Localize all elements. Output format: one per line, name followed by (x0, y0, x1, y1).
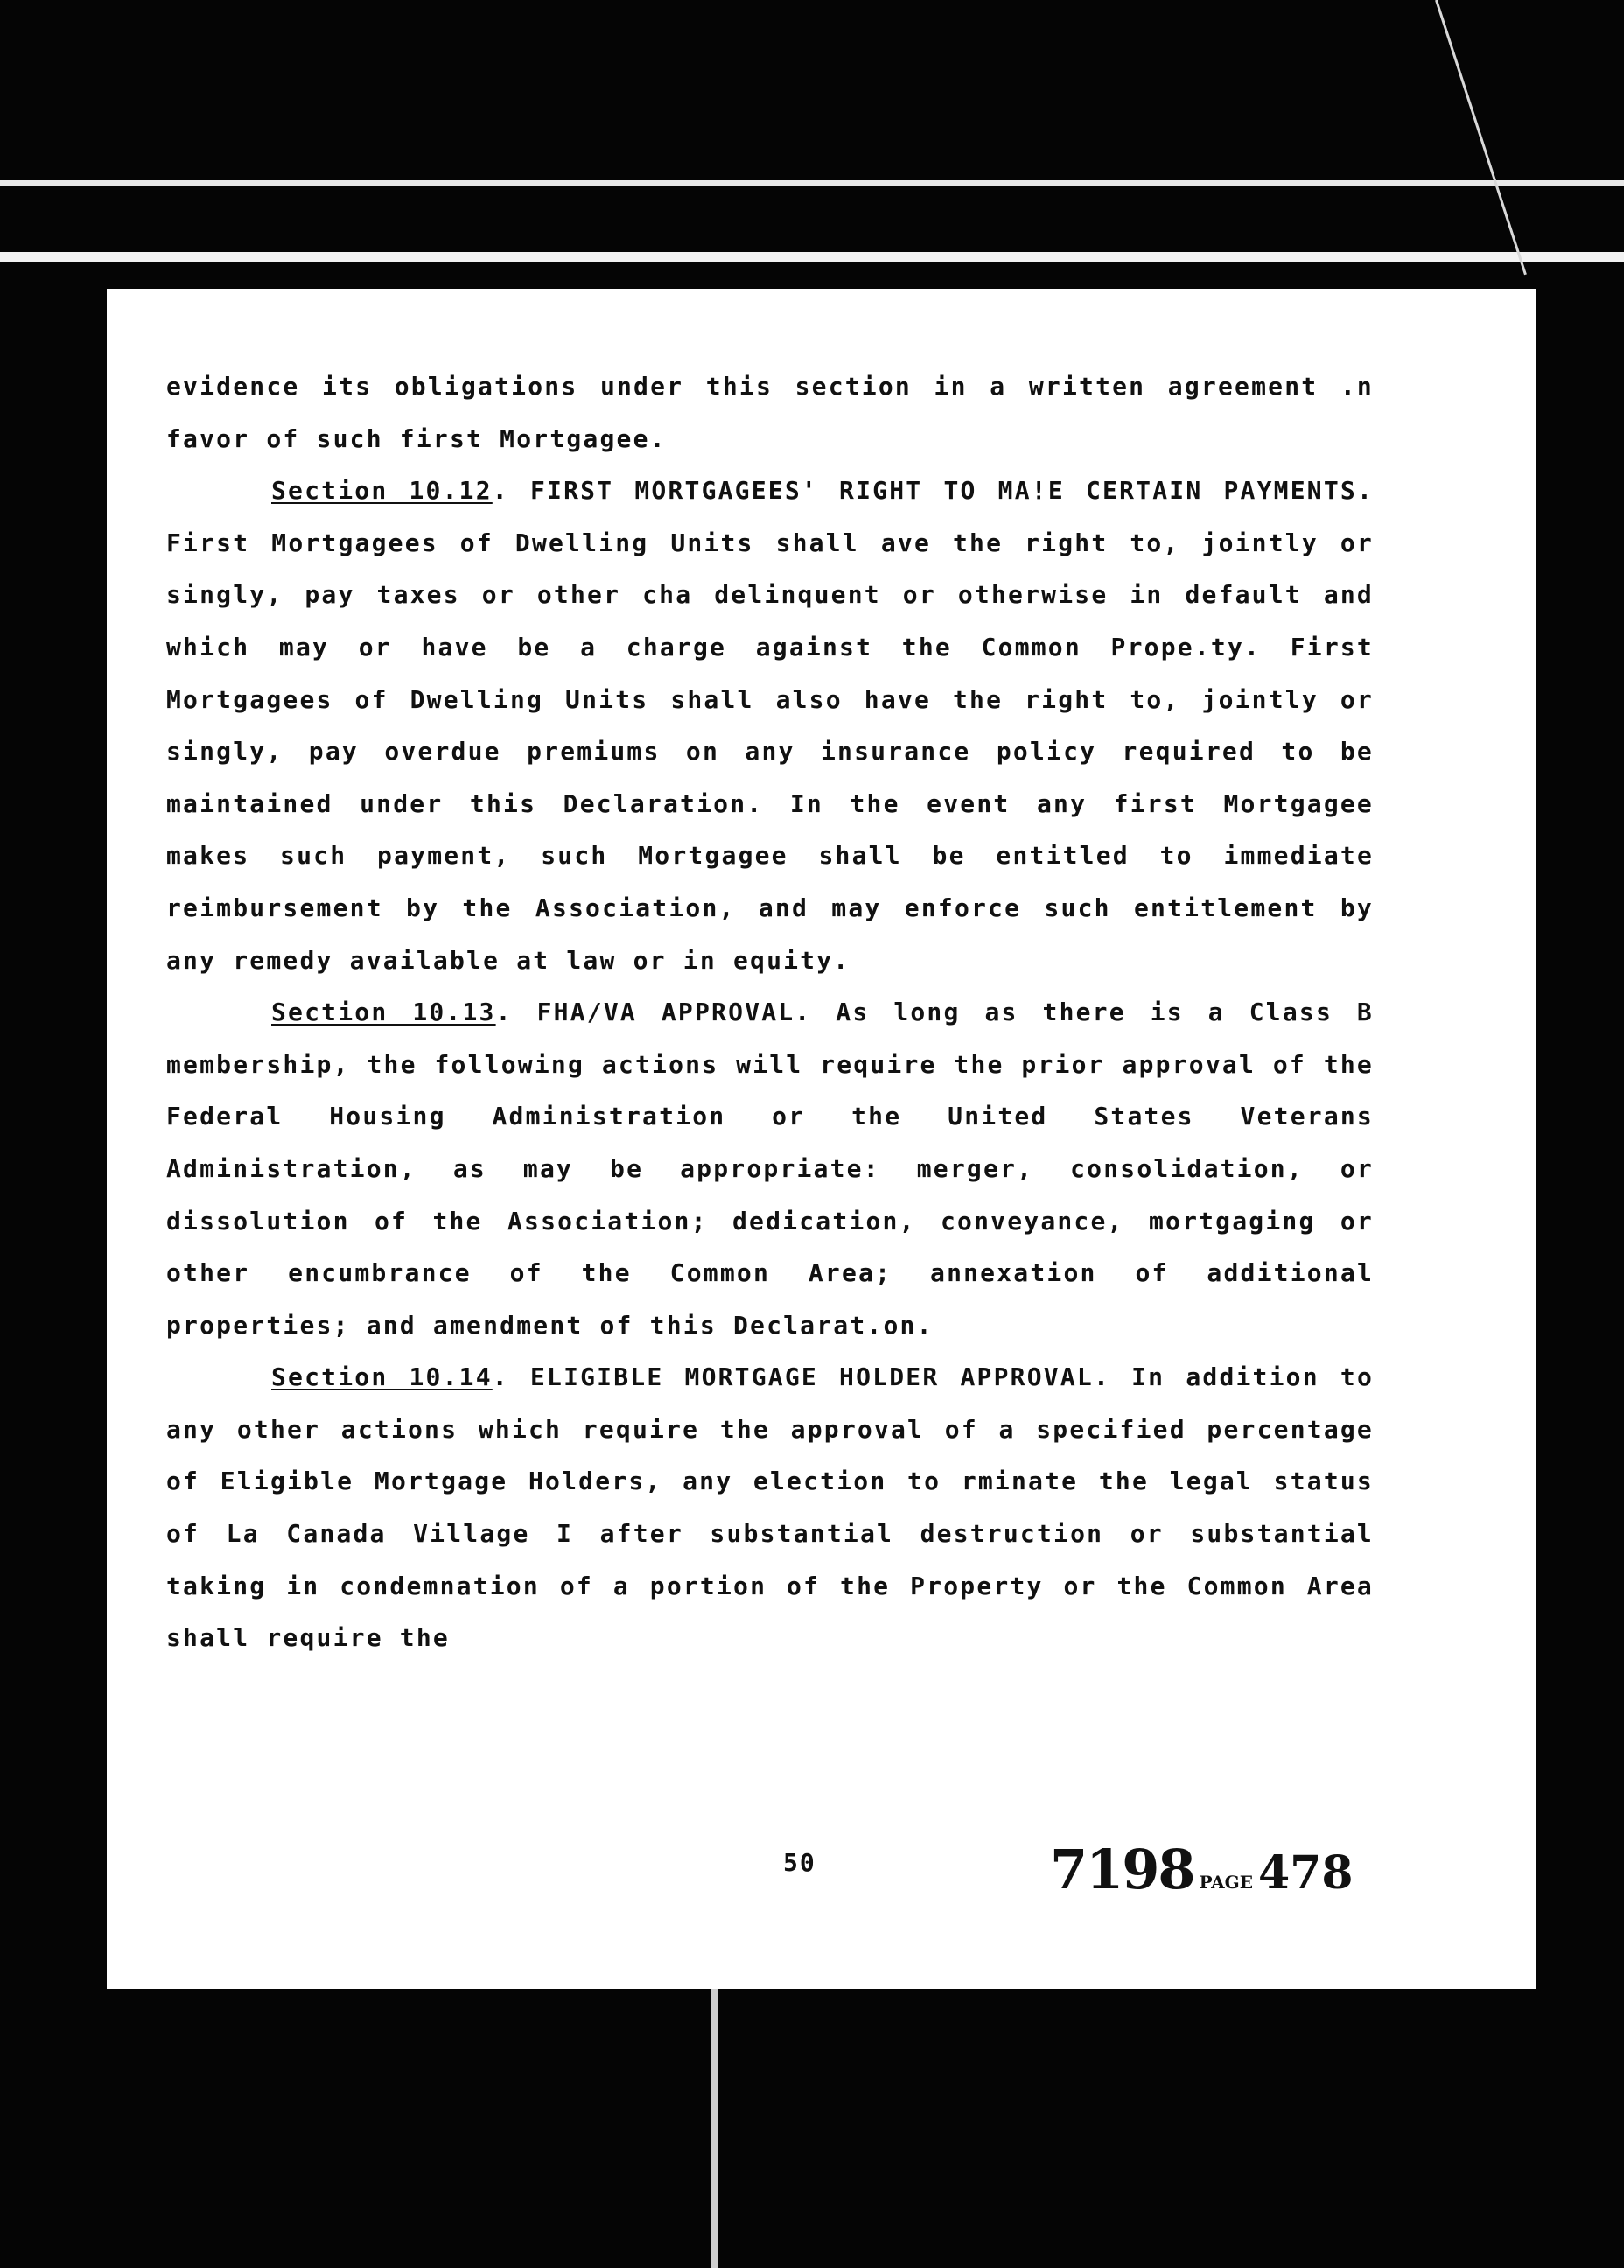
page-number: 50 (783, 1848, 816, 1877)
paragraph-text: evidence its obligations under this section in a written agreement .n favor of such first Mortgagee. (166, 372, 1374, 453)
paragraph-text: . FIRST MORTGAGEES' RIGHT TO MA!E CERTAIN PAYMENTS. First Mortgagees of Dwelling Units shall ave the right to, jointly or singly, pay taxes or other cha delinquent or otherwise in default and which may or have be a charge against the Common Prope.ty. First Mortgagees of Dwelling Units shall also have the right to, jointly or singly, pay overdue premiums on any insurance policy required to be maintained under this Declaration. In the event any first Mortgagee makes such payment, such Mortgagee shall be entitled to immediate reimbursement by the Association, and may enforce such entitlement by any remedy available at law or in equity. (166, 476, 1374, 975)
paragraph-text: . FHA/VA APPROVAL. As long as there is a Class B membership, the following actions will require the prior approval of the Federal Housing Administration or the United States Veterans Administration, as may be appropriate: merger, consolidation, or dissolution of the Association; dedication, conveyance, mortgaging or other encumbrance of the Common Area; annexation of additional properties; and amendment of this Declarat.on. (166, 998, 1374, 1340)
scan-scratch (1435, 0, 1527, 275)
scan-scratch-bottom (710, 1989, 718, 2268)
section-heading-label: Section 10.13 (271, 998, 496, 1027)
paragraph-section-10-14 (166, 1351, 1374, 1664)
book-number: 7198 (1050, 1838, 1194, 1901)
paragraph-section-10-12 (166, 465, 1374, 986)
page-label: PAGE (1199, 1872, 1253, 1893)
scan-line-top (0, 180, 1624, 186)
scan-line-second (0, 252, 1624, 262)
recorded-page-number: 478 (1258, 1846, 1354, 1900)
recording-stamp (1050, 1838, 1354, 1901)
section-heading-label: Section 10.14 (271, 1362, 493, 1392)
paragraph-section-10-13 (166, 986, 1374, 1351)
paragraph-continuation (166, 360, 1374, 465)
paragraph-text: . ELIGIBLE MORTGAGE HOLDER APPROVAL. In addition to any other actions which require the approval of a specified percentage of Eligible Mortgage Holders, any election to rminate the legal status of La Canada Village I after substantial destruction or substantial taking in condemnation of a portion of the Property or the Common Area shall require the (166, 1362, 1374, 1653)
section-heading-label: Section 10.12 (271, 476, 493, 506)
document-body (166, 360, 1374, 1664)
